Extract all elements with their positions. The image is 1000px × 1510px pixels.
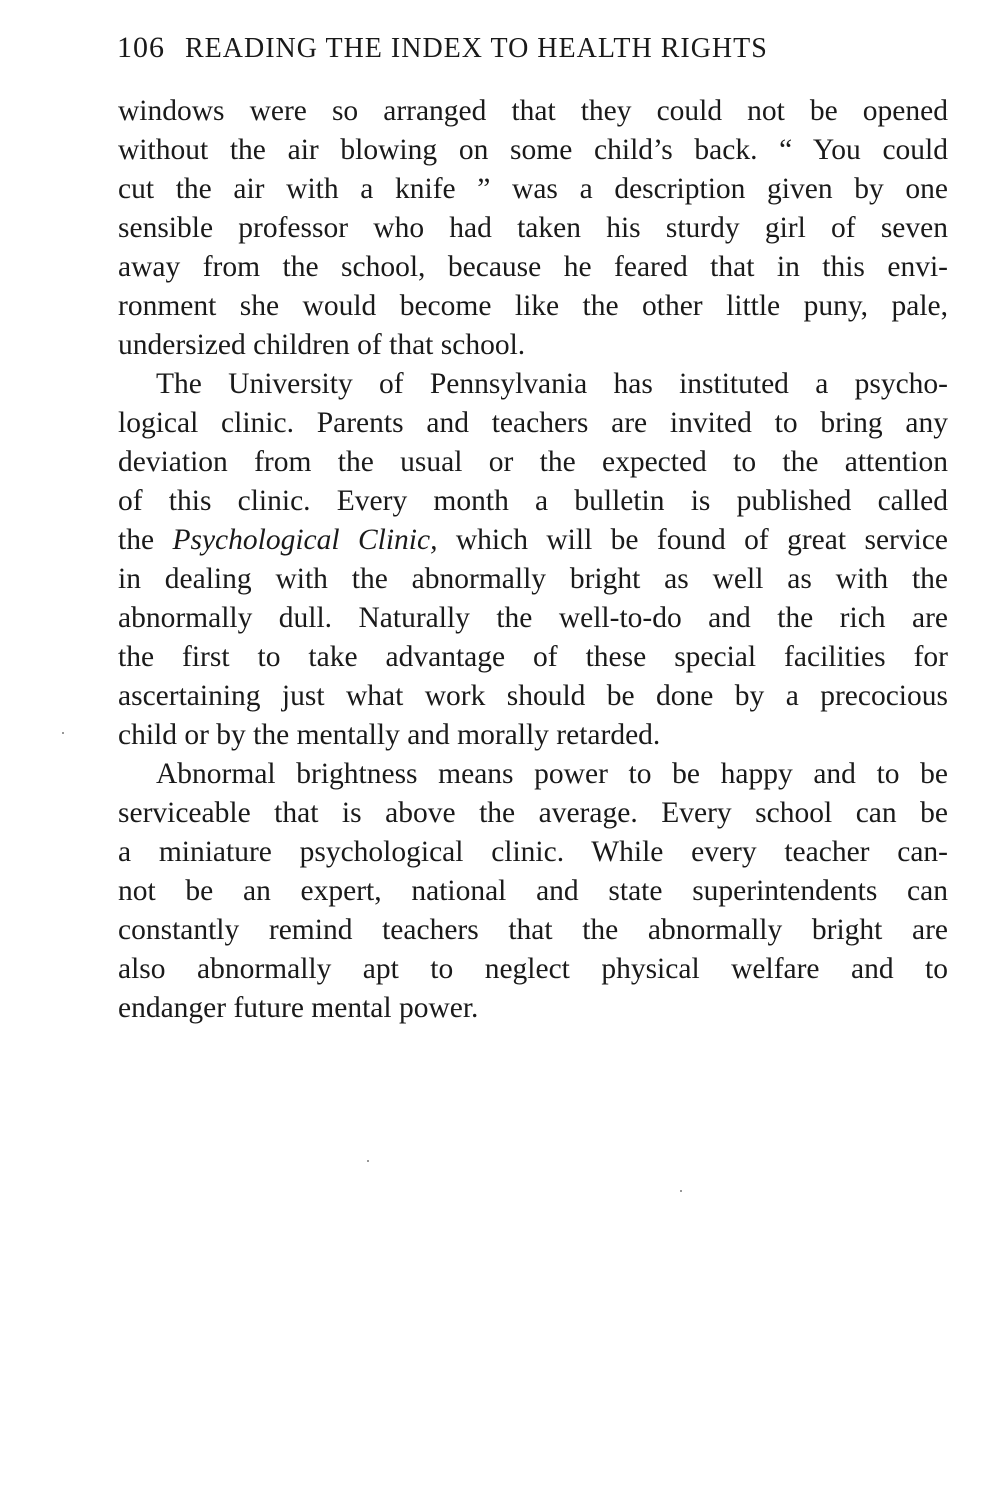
running-title: READING THE INDEX TO HEALTH RIGHTS: [185, 33, 768, 64]
text-line: logical clinic. Parents and teachers are invited to bring any: [118, 407, 948, 439]
text-line: undersized children of that school.: [118, 329, 526, 361]
text-line-with-title: [118, 521, 948, 560]
page-number: 106: [117, 31, 165, 64]
text-line: sensible professor who had taken his sturdy girl of seven: [118, 212, 948, 244]
text-line: of this clinic. Every month a bulletin is published called: [118, 485, 948, 517]
text-line: the first to take advantage of these special facilities for: [118, 641, 948, 673]
text-line: cut the air with a knife ” was a description given by one: [118, 173, 948, 205]
text-line: child or by the mentally and morally retarded.: [118, 719, 661, 751]
publication-title: Psychological Clinic,: [172, 524, 438, 556]
text-line: endanger future mental power.: [118, 992, 479, 1024]
paragraph-2: [118, 365, 948, 755]
paragraph-1: [118, 92, 948, 365]
text-line: in dealing with the abnormally bright as well as with the: [118, 563, 948, 595]
text-line: abnormally dull. Naturally the well-to-do and the rich are: [118, 602, 948, 634]
text-line: windows were so arranged that they could not be opened: [118, 95, 948, 127]
text-line: not be an expert, national and state superintendents can: [118, 875, 948, 907]
text-line: The University of Pennsylvania has instituted a psycho-: [156, 368, 948, 400]
scan-speck: [680, 1190, 682, 1192]
scan-speck: [367, 1160, 369, 1162]
text-line: deviation from the usual or the expected to the attention: [118, 446, 948, 478]
text-line: a miniature psychological clinic. While every teacher can-: [118, 836, 948, 868]
running-header: [117, 30, 957, 67]
text-line: ronment she would become like the other little puny, pale,: [118, 290, 948, 322]
body-text: [118, 92, 948, 1028]
text-segment: which will be found of great service: [437, 524, 949, 556]
paragraph-3: [118, 755, 948, 1028]
text-line: ascertaining just what work should be done by a precocious: [118, 680, 948, 712]
text-line: serviceable that is above the average. Every school can be: [118, 797, 948, 829]
text-line: away from the school, because he feared that in this envi-: [118, 251, 948, 283]
text-line: Abnormal brightness means power to be happy and to be: [156, 758, 948, 790]
text-line: without the air blowing on some child’s back. “ You could: [118, 134, 948, 166]
text-segment: the: [118, 524, 173, 556]
text-line: also abnormally apt to neglect physical welfare and to: [118, 953, 948, 985]
text-line: constantly remind teachers that the abnormally bright are: [118, 914, 948, 946]
scan-speck: [62, 732, 64, 734]
